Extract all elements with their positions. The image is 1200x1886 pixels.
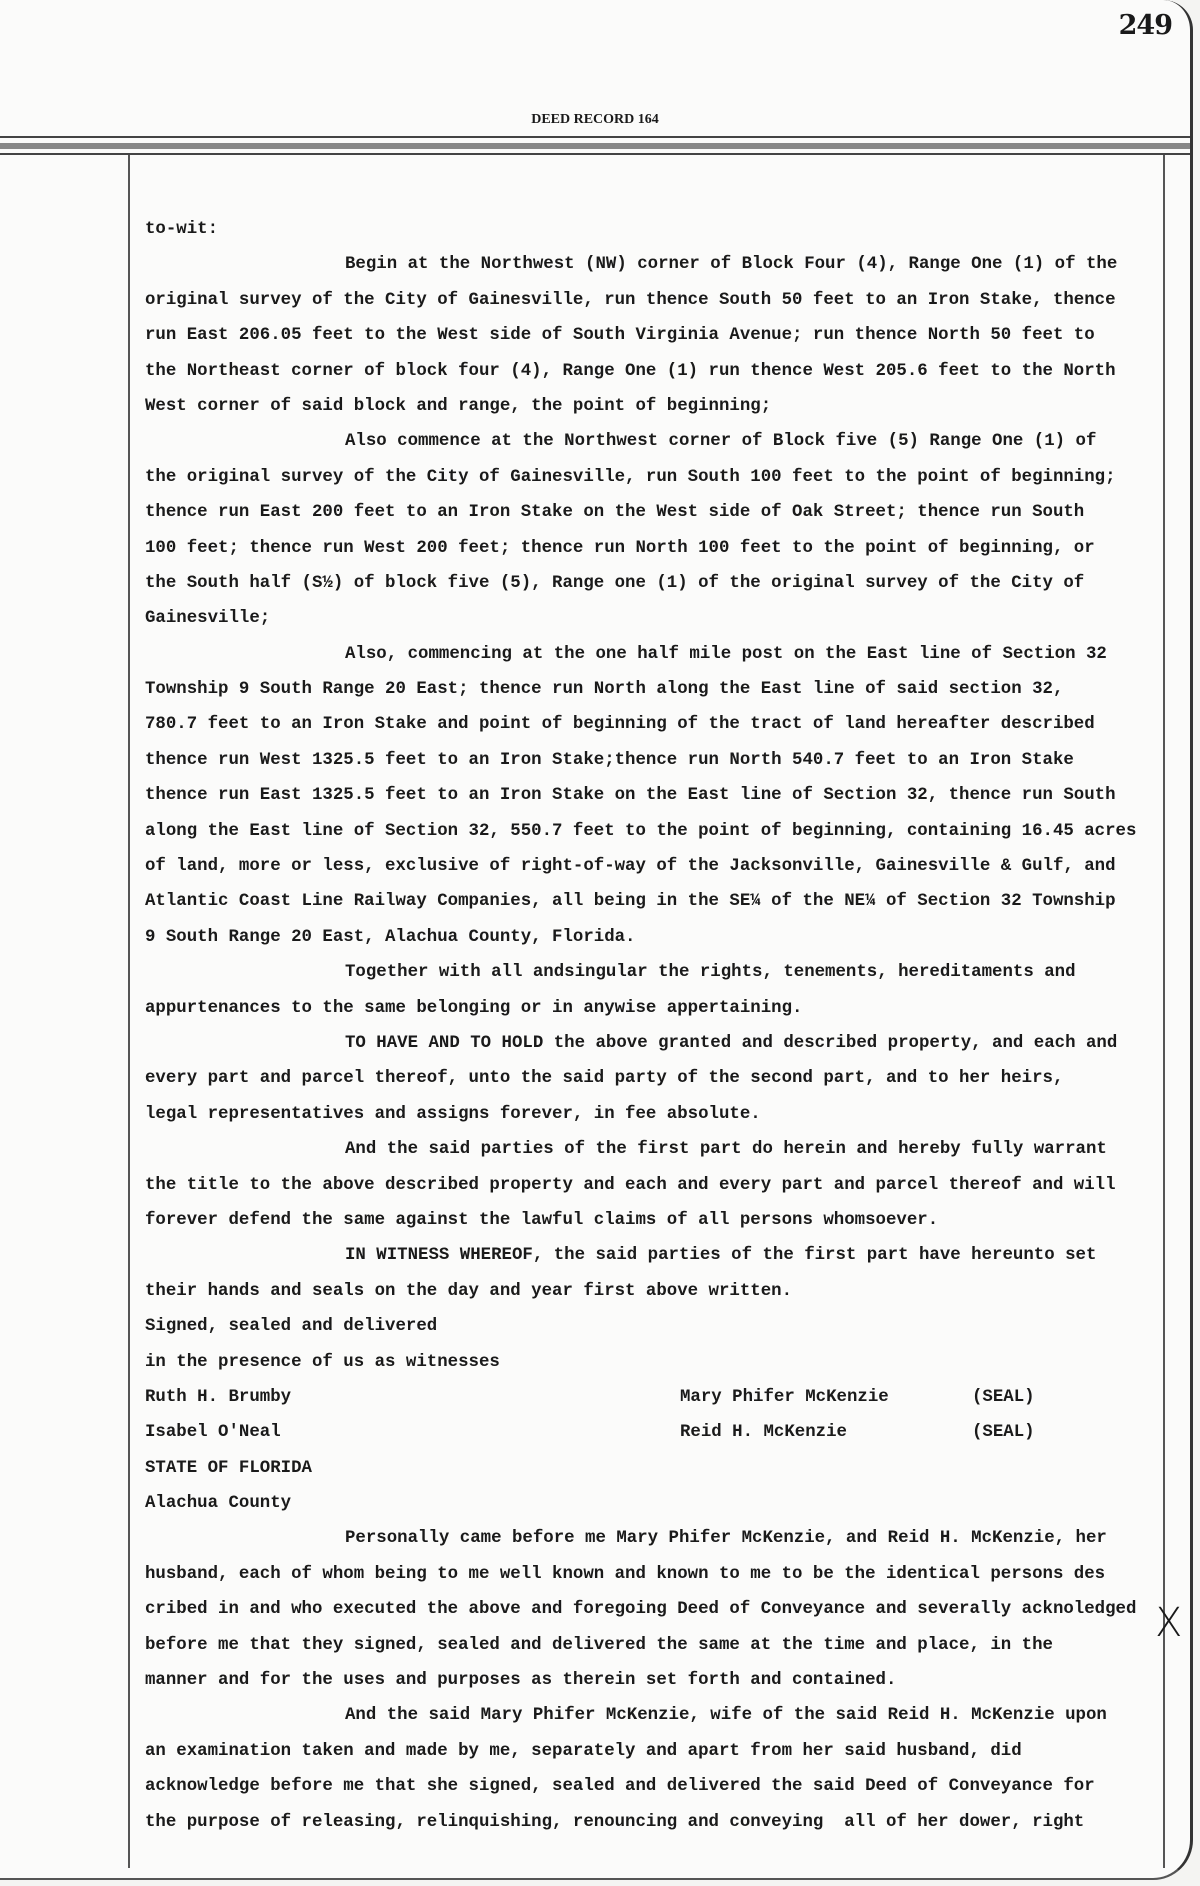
text-line: legal representatives and assigns forever, in fee absolute. [145, 1104, 761, 1124]
text-line: their hands and seals on the day and year first above written. [145, 1281, 793, 1301]
text-line: 780.7 feet to an Iron Stake and point of beginning of the tract of land hereafter described [145, 715, 1095, 735]
text-line: Gainesville; [145, 609, 271, 629]
text-line: Signed, sealed and delivered [145, 1317, 438, 1337]
text-line: And the said Mary Phifer McKenzie, wife of the said Reid H. McKenzie upon [345, 1706, 1107, 1726]
header-rule [0, 143, 1190, 149]
signer-name: Reid H. McKenzie [680, 1423, 847, 1443]
text-line: every part and parcel thereof, unto the said party of the second part, and to her heirs, [145, 1069, 1064, 1089]
text-line: the Northeast corner of block four (4), Range One (1) run thence West 205.6 feet to the North [145, 361, 1116, 381]
text-line: Also commence at the Northwest corner of Block five (5) Range One (1) of [345, 432, 1097, 452]
text-line: of land, more or less, exclusive of right-of-way of the Jacksonville, Gainesville & Gulf, and [145, 857, 1116, 877]
text-line: Begin at the Northwest (NW) corner of Block Four (4), Range One (1) of the [345, 255, 1118, 275]
page-header: DEED RECORD 164 [531, 112, 659, 127]
text-line: husband, each of whom being to me well known and known to me to be the identical persons des [145, 1564, 1106, 1584]
text-line: an examination taken and made by me, separately and apart from her said husband, did [145, 1741, 1022, 1761]
text-line: Also, commencing at the one half mile post on the East line of Section 32 [345, 644, 1107, 664]
text-line: TO HAVE AND TO HOLD the above granted and described property, and each and [345, 1033, 1118, 1053]
text-line: cribed in and who executed the above and foregoing Deed of Conveyance and severally acknoledged [145, 1600, 1137, 1620]
text-line: before me that they signed, sealed and delivered the same at the time and place, in the [145, 1635, 1053, 1655]
header-rule [0, 136, 1190, 138]
text-line: Personally came before me Mary Phifer McKenzie, and Reid H. McKenzie, her [345, 1529, 1107, 1549]
left-margin-line [128, 155, 130, 1868]
text-line: IN WITNESS WHEREOF, the said parties of the first part have hereunto set [345, 1246, 1097, 1266]
text-line: West corner of said block and range, the point of beginning; [145, 396, 772, 416]
text-line: the original survey of the City of Gainesville, run South 100 feet to the point of beginning; [145, 467, 1116, 487]
margin-x-mark: X [1155, 1600, 1183, 1646]
text-line: Atlantic Coast Line Railway Companies, all being in the SE¼ of the NE¼ of Section 32 Township [145, 892, 1116, 912]
text-line: 100 feet; thence run West 200 feet; thence run North 100 feet to the point of beginning, or [145, 538, 1095, 558]
text-line: run East 206.05 feet to the West side of South Virginia Avenue; run thence North 50 feet to [145, 326, 1095, 346]
signature-line [145, 1420, 1165, 1455]
text-line: to-wit: [145, 220, 219, 239]
text-line: 9 South Range 20 East, Alachua County, Florida. [145, 927, 636, 947]
seal-label: (SEAL) [972, 1423, 1035, 1443]
text-line: Township 9 South Range 20 East; thence run North along the East line of said section 32, [145, 680, 1064, 700]
text-line: Alachua County [145, 1494, 292, 1514]
text-line: along the East line of Section 32, 550.7 feet to the point of beginning, containing 16.45 acres [145, 821, 1137, 841]
header-rule [0, 153, 1190, 155]
witness-name: Isabel O'Neal [145, 1423, 281, 1443]
page-number: 249 [1118, 10, 1172, 41]
text-line: the South half (S½) of block five (5), Range one (1) of the original survey of the City of [145, 573, 1085, 593]
deed-text [145, 217, 1165, 1845]
text-line: Together with all andsingular the rights, tenements, hereditaments and [345, 963, 1076, 983]
text-line: manner and for the uses and purposes as therein set forth and contained. [145, 1671, 897, 1691]
text-line: thence run East 1325.5 feet to an Iron Stake on the East line of Section 32, thence run South [145, 786, 1116, 806]
witness-name: Ruth H. Brumby [145, 1387, 292, 1407]
text-line: thence run West 1325.5 feet to an Iron Stake;thence run North 540.7 feet to an Iron Stake [145, 750, 1074, 770]
text-line: the title to the above described property and each and every part and parcel thereof and will [145, 1175, 1116, 1195]
signature-line [145, 1385, 1165, 1420]
signer-name: Mary Phifer McKenzie [680, 1387, 889, 1407]
text-line: appurtenances to the same belonging or in anywise appertaining. [145, 998, 803, 1018]
text-line: original survey of the City of Gainesville, run thence South 50 feet to an Iron Stake, thence [145, 290, 1116, 310]
text-line: in the presence of us as witnesses [145, 1352, 500, 1372]
seal-label: (SEAL) [972, 1387, 1035, 1407]
text-line: the purpose of releasing, relinquishing, renouncing and conveying all of her dower, right [145, 1812, 1085, 1832]
text-line: acknowledge before me that she signed, sealed and delivered the said Deed of Conveyance for [145, 1777, 1095, 1797]
text-line: forever defend the same against the lawful claims of all persons whomsoever. [145, 1210, 939, 1230]
text-line: STATE OF FLORIDA [145, 1458, 312, 1478]
text-line: thence run East 200 feet to an Iron Stake on the West side of Oak Street; thence run South [145, 503, 1085, 523]
text-line: And the said parties of the first part do herein and hereby fully warrant [345, 1140, 1107, 1160]
